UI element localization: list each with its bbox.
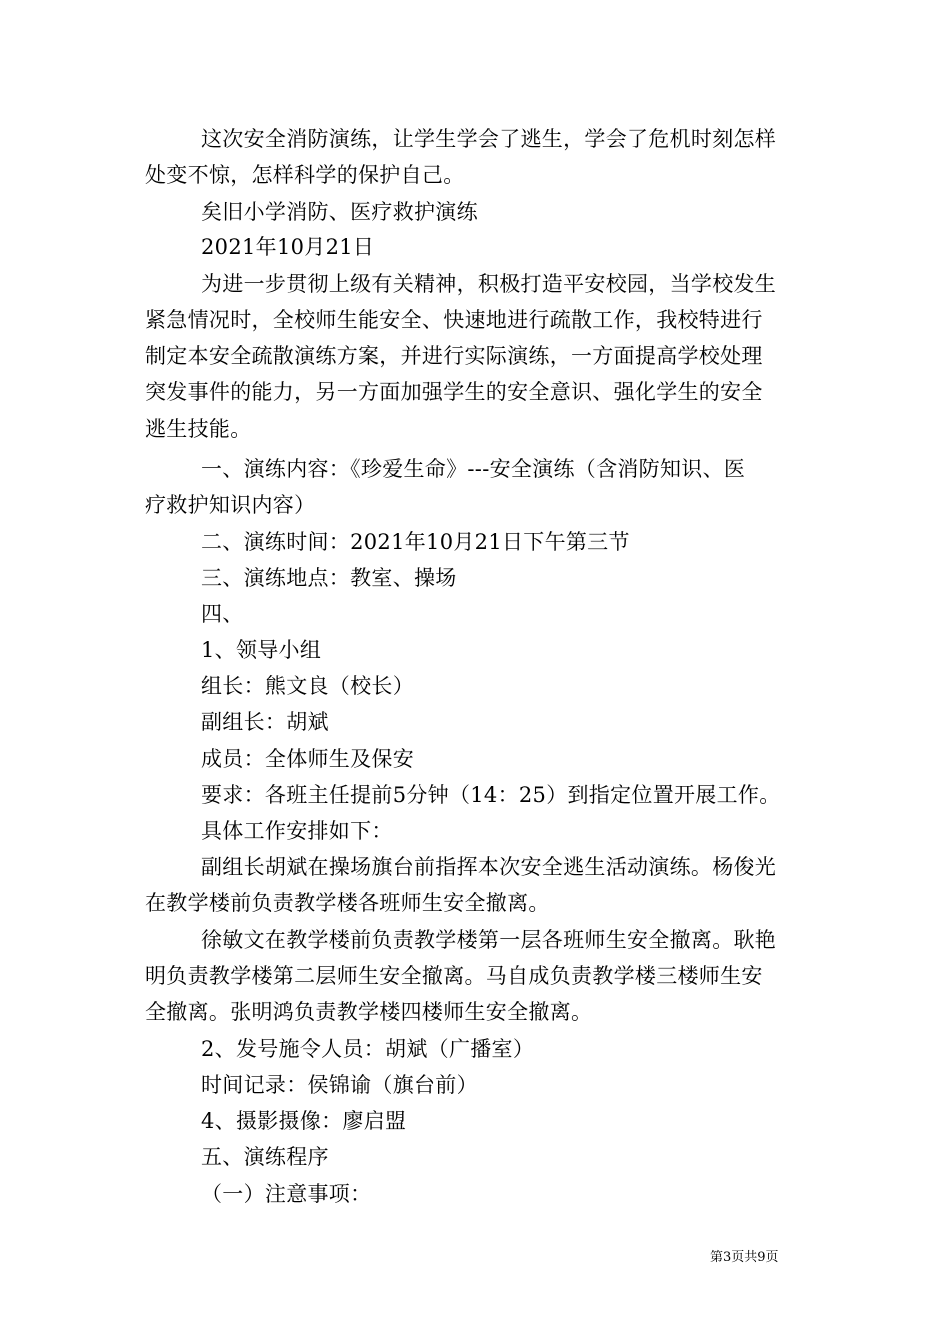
text-line: 处变不惊，怎样科学的保护自己。 xyxy=(145,163,465,187)
text-line: 副组长胡斌在操场旗台前指挥本次安全逃生活动演练。杨俊光 xyxy=(201,855,777,879)
text-line: 逃生技能。 xyxy=(145,417,252,441)
text-line: 组长：熊文良（校长） xyxy=(201,674,414,698)
text-line: 副组长：胡斌 xyxy=(201,710,329,734)
text-line: 矣旧小学消防、医疗救护演练 xyxy=(201,200,478,224)
text-line: 4、摄影摄像：廖启盟 xyxy=(201,1109,407,1133)
text-line: 这次安全消防演练，让学生学会了逃生，学会了危机时刻怎样 xyxy=(201,127,777,151)
text-line: 紧急情况时，全校师生能安全、快速地进行疏散工作，我校特进行 xyxy=(145,308,763,332)
text-line: 一、演练内容：《珍爱生命》---安全演练（含消防知识、医 xyxy=(201,457,746,481)
text-line: 明负责教学楼第二层师生安全撤离。马自成负责教学楼三楼师生安 xyxy=(145,964,763,988)
text-line: 徐敏文在教学楼前负责教学楼第一层各班师生安全撤离。耿艳 xyxy=(201,928,777,952)
text-line: 时间记录：侯锦谕（旗台前） xyxy=(201,1073,478,1097)
text-line: 全撤离。张明鸿负责教学楼四楼师生安全撤离。 xyxy=(145,1000,593,1024)
text-line: 在教学楼前负责教学楼各班师生安全撤离。 xyxy=(145,891,550,915)
page-number: 第3页共9页 xyxy=(710,1250,779,1265)
text-line: 四、 xyxy=(201,602,244,626)
text-line: 制定本安全疏散演练方案，并进行实际演练，一方面提高学校处理 xyxy=(145,344,763,368)
text-line: 2021年10月21日 xyxy=(201,235,375,259)
text-line: 三、演练地点：教室、操场 xyxy=(201,566,457,590)
text-line: 成员：全体师生及保安 xyxy=(201,747,414,771)
text-line: 突发事件的能力，另一方面加强学生的安全意识、强化学生的安全 xyxy=(145,380,763,404)
text-line: 为进一步贯彻上级有关精神，积极打造平安校园，当学校发生 xyxy=(201,272,777,296)
text-line: 五、演练程序 xyxy=(201,1145,329,1169)
text-line: 疗救护知识内容） xyxy=(145,493,316,517)
text-line: 具体工作安排如下： xyxy=(201,819,393,843)
text-line: 二、演练时间：2021年10月21日下午第三节 xyxy=(201,530,630,554)
text-line: 2、发号施令人员：胡斌（广播室） xyxy=(201,1037,535,1061)
text-line: （一）注意事项： xyxy=(201,1182,372,1206)
text-line: 1、领导小组 xyxy=(201,638,322,662)
text-line: 要求：各班主任提前5分钟（14：25）到指定位置开展工作。 xyxy=(201,783,781,807)
